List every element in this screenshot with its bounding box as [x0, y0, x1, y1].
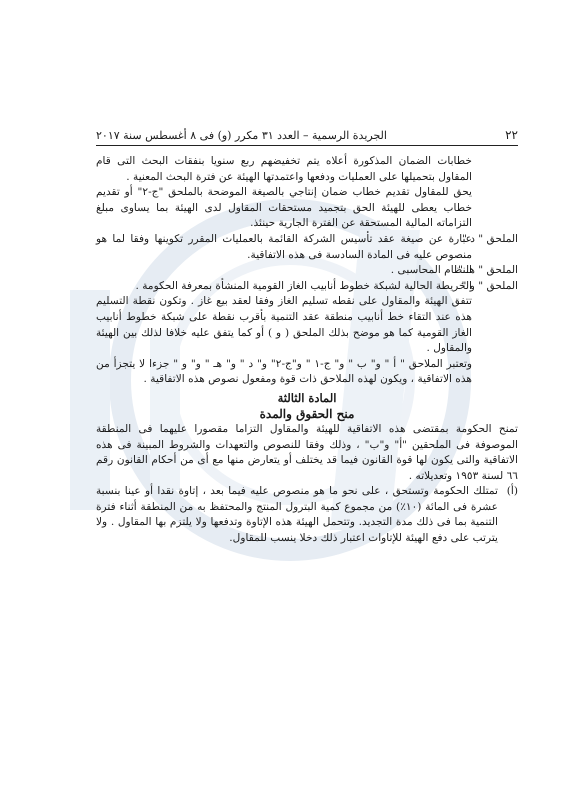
annex-text: الخريطة الحالية لشبكة خطوط أنابيب الغاز القومية المنشأة بمعرفة الحكومة .: [135, 279, 472, 292]
clause-marker: (أ): [506, 485, 518, 498]
annex-text: النظام المحاسبى .: [390, 264, 472, 277]
continuation-paragraph: خطابات الضمان المذكورة أعلاه يتم تخفيضهم ربع سنويا بنفقات البحث التى قام المقاول بتحميلها على العمليات ودفعها واعتمدتها الهيئة عن فترة البحث المعنية .: [96, 155, 472, 183]
bond-paragraph: يحق للمقاول تقديم خطاب ضمان إنتاجي بالصيغة الموضحة بالملحق "ج-٢" أو تقديم خطاب يعطى للهيئة الحق بتجميد مستحقات المقاول لدى الهيئة بما يساوى مبلغ التزاماته المالية المستحقة عن الفترة الجارية حينئذ.: [96, 186, 472, 230]
gas-delivery-paragraph: تتفق الهيئة والمقاول على نقطه تسليم الغاز وفقا لعقد بيع غاز . وتكون نقطة التسليم هذه عند التقاء خط أنابيب منطقة عقد التنمية بأقرب نقطة على شبكة خطوط أنابيب الغاز القومية كما هو موضح بذلك الملحق ( و ) أو كما يتفق عليه خلافا لذلك بين الهيئة والمقاول .: [96, 295, 472, 355]
article-intro: تمنح الحكومة بمقتضى هذه الاتفاقية للهيئة والمقاول التزاما مقصورا عليهما فى المنطقة الموصوفة فى الملحقين "أ" و"ب" ، وذلك وفقا للنصوص والتعهدات والشروط المبينة فى هذه الاتفاقية والتى يكون لها قوة القانون فيما قد يختلف أو يتعارض منها مع أى من أحكام القانون رقم ٦٦ لسنة ١٩٥٣ وتعديلاته .: [96, 422, 518, 482]
page-number: ٢٢: [505, 128, 518, 142]
page-header: [96, 128, 518, 146]
gazette-title: الجريدة الرسمية – العدد ٣١ مكرر (و) فى ٨ أغسطس سنة ٢٠١٧: [96, 129, 387, 142]
article-title: منح الحقوق والمدة: [259, 406, 355, 421]
clause-text: تمتلك الحكومة وتستحق ، على نحو ما هو منصوص عليه فيما بعد ، إتاوة نقدا أو عينا بنسبة عشرة فى المائة (١٠٪) من مجموع كمية البترول المنتج والمحتفظ به من المنطقة أثناء فترة التنمية بما فى ذلك مدة التجديد. وتتحمل الهيئة هذه الإتاوة وتدفعها ولا يلتزم بها المقاول . ولا يترتب على دفع الهيئة للإتاوات اعتبار ذلك دخلا ينسب للمقاول.: [96, 485, 498, 545]
annex-label: الملحق " د ": [461, 232, 518, 245]
annex-entry: [96, 279, 518, 295]
annex-parts-paragraph: وتعتبر الملاحق " أ " و" ب " و" ج-١ " و"ج-٢" و" د " و" هـ " و" و " جزءا لا يتجزأ من هذه الاتفاقية ، ويكون لهذه الملاحق ذات قوة ومفعول نصوص هذه الاتفاقية .: [96, 357, 473, 386]
article-number: المادة الثالثة: [277, 390, 337, 405]
annex-label: الملحق " و ": [461, 279, 518, 292]
annex-entry: [96, 263, 518, 279]
clause-item: [96, 484, 518, 546]
annex-text: عبارة عن صيغة عقد تأسيس الشركة القائمة بالعمليات المقرر تكوينها وفقا لما هو منصوص عليه فى المادة السادسة فى هذه الاتفاقية.: [96, 232, 472, 261]
annex-label: الملحق " هـ ": [457, 264, 518, 277]
document-page: [96, 128, 518, 547]
annex-entry: [96, 232, 518, 263]
